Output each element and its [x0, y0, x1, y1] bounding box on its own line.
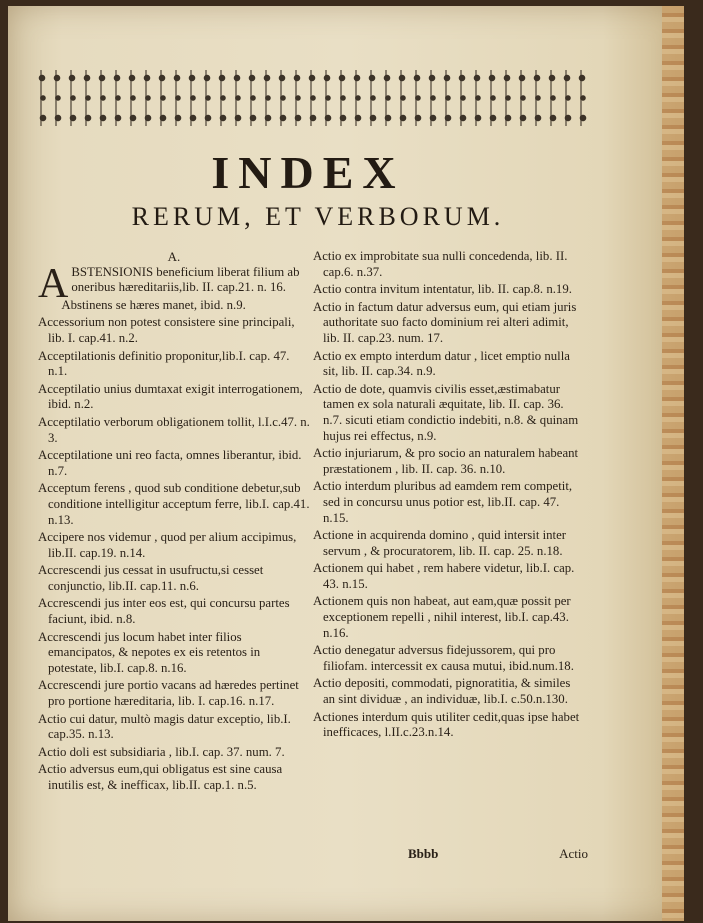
index-entry: Actio in factum datur adversus eum, qui etiam juris authoritate suo facto dominium rei alteri adimit, lib. II. cap.23. num. 17. — [313, 299, 577, 345]
page-title: INDEX — [211, 147, 405, 198]
index-entry: Acceptilationis definitio proponitur,lib.I. cap. 47. n.1. — [38, 348, 290, 379]
index-entry: Accrescendi jus inter eos est, qui concursu partes faciunt, ibid. n.8. — [38, 596, 290, 627]
index-entry: Accrescendi jure portio vacans ad hæredes pertinet pro portione hæreditaria, lib. I. cap.16. n.17. — [38, 678, 299, 709]
book-page — [8, 6, 684, 921]
signature-mark: Bbbb — [408, 846, 439, 861]
index-entry-text: BSTENSIONIS beneficium liberat filium ab oneribus hæreditariis,lib. II. cap.21. n. 16. — [71, 264, 300, 295]
index-entry: Actio denegatur adversus fidejussorem, qui pro filiofam. intercessit ex causa mutui, ibid.num.18. — [313, 643, 574, 673]
index-entry: Actio adversus eum,qui obligatus est sine causa inutilis est, & inefficax, lib.II. cap.1. n.5. — [38, 762, 283, 792]
index-entry: Actio cui datur, multò magis datur exceptio, lib.I. cap.35. n.13. — [38, 711, 291, 742]
index-entry: Actionem qui habet , rem habere videtur, lib.I. cap. 43. n.15. — [313, 561, 575, 591]
index-entry: Actionem quis non habeat, aut eam,quæ possit per exceptionem repelli , nihil interest, lib.I. cap.43. n.16. — [313, 594, 571, 640]
index-entry: Actio depositi, commodati, pignoratitia, & similes an sint dividuæ , an individuæ, lib.I. c.50.n.130. — [313, 676, 571, 707]
index-entry: Accessorium non potest consistere sine principali, lib. I. cap.41. n.2. — [38, 315, 295, 345]
index-entry: Actio injuriarum, & pro socio an naturalem habeant præstationem , lib. II. cap. 36. n.10. — [313, 446, 579, 476]
page-edge — [662, 6, 684, 921]
right-column — [313, 249, 585, 743]
index-entry: Acceptilatione uni reo facta, omnes liberantur, ibid. n.7. — [38, 448, 302, 478]
index-entry: Actiones interdum quis utiliter cedit,quas ipse habet inefficaces, l.II.c.23.n.14. — [313, 709, 580, 740]
left-column — [38, 249, 310, 796]
index-entry: Accrescendi jus locum habet inter filios emancipatos, & nepotes ex eis retentos in potestate, lib.I. cap.8. n.16. — [38, 629, 261, 675]
index-entry: Actio interdum pluribus ad eamdem rem competit, sed in concursu unus potior est, lib.II. cap. 47. n.15. — [313, 479, 573, 525]
index-entry: Actio contra invitum intentatur, lib. II. cap.8. n.19. — [313, 282, 572, 297]
catchword: Actio — [559, 846, 588, 861]
section-letter: A. — [167, 249, 181, 264]
index-entry: Acceptum ferens , quod sub conditione debetur,sub conditione intelligitur acceptum ferre, lib.I. cap.41. n.13. — [38, 481, 310, 527]
index-entry: Accrescendi jus cessat in usufructu,si cesset conjunctio, lib.II. cap.11. n.6. — [38, 563, 264, 593]
drop-cap: A — [38, 260, 69, 307]
index-entry: Acceptilatio verborum obligationem tollit, l.I.c.47. n. 3. — [38, 414, 310, 445]
index-entry: Actio doli est subsidiaria , lib.I. cap. 37. num. 7. — [38, 744, 285, 759]
index-entry: Actione in acquirenda domino , quid intersit inter servum , & procuratorem, lib. II. cap. 25. n.18. — [313, 528, 567, 558]
index-entry: Acceptilatio unius dumtaxat exigit interrogationem, ibid. n.2. — [38, 381, 303, 412]
page-subtitle: RERUM, ET VERBORUM. — [131, 202, 505, 231]
headpiece-ornament — [36, 70, 592, 126]
index-entry: Actio ex improbitate sua nulli concedenda, lib. II. cap.6. n.37. — [313, 249, 568, 279]
index-entry: Accipere nos videmur , quod per alium accipimus, lib.II. cap.19. n.14. — [38, 530, 297, 560]
index-entry: Actio de dote, quamvis civilis esset,æstimabatur tamen ex sola naturali æquitate, lib. II. cap. 36. n.7. sicuti etiam condictio indebiti, n.8. & quinam hujus rei effectus, n.9. — [313, 381, 579, 443]
index-entry: Abstinens se hæres manet, ibid. n.9. — [61, 297, 246, 312]
page-footer — [408, 846, 588, 862]
index-entry: Actio ex empto interdum datur , licet emptio nulla sit, lib. II. cap.34. n.9. — [313, 348, 570, 379]
